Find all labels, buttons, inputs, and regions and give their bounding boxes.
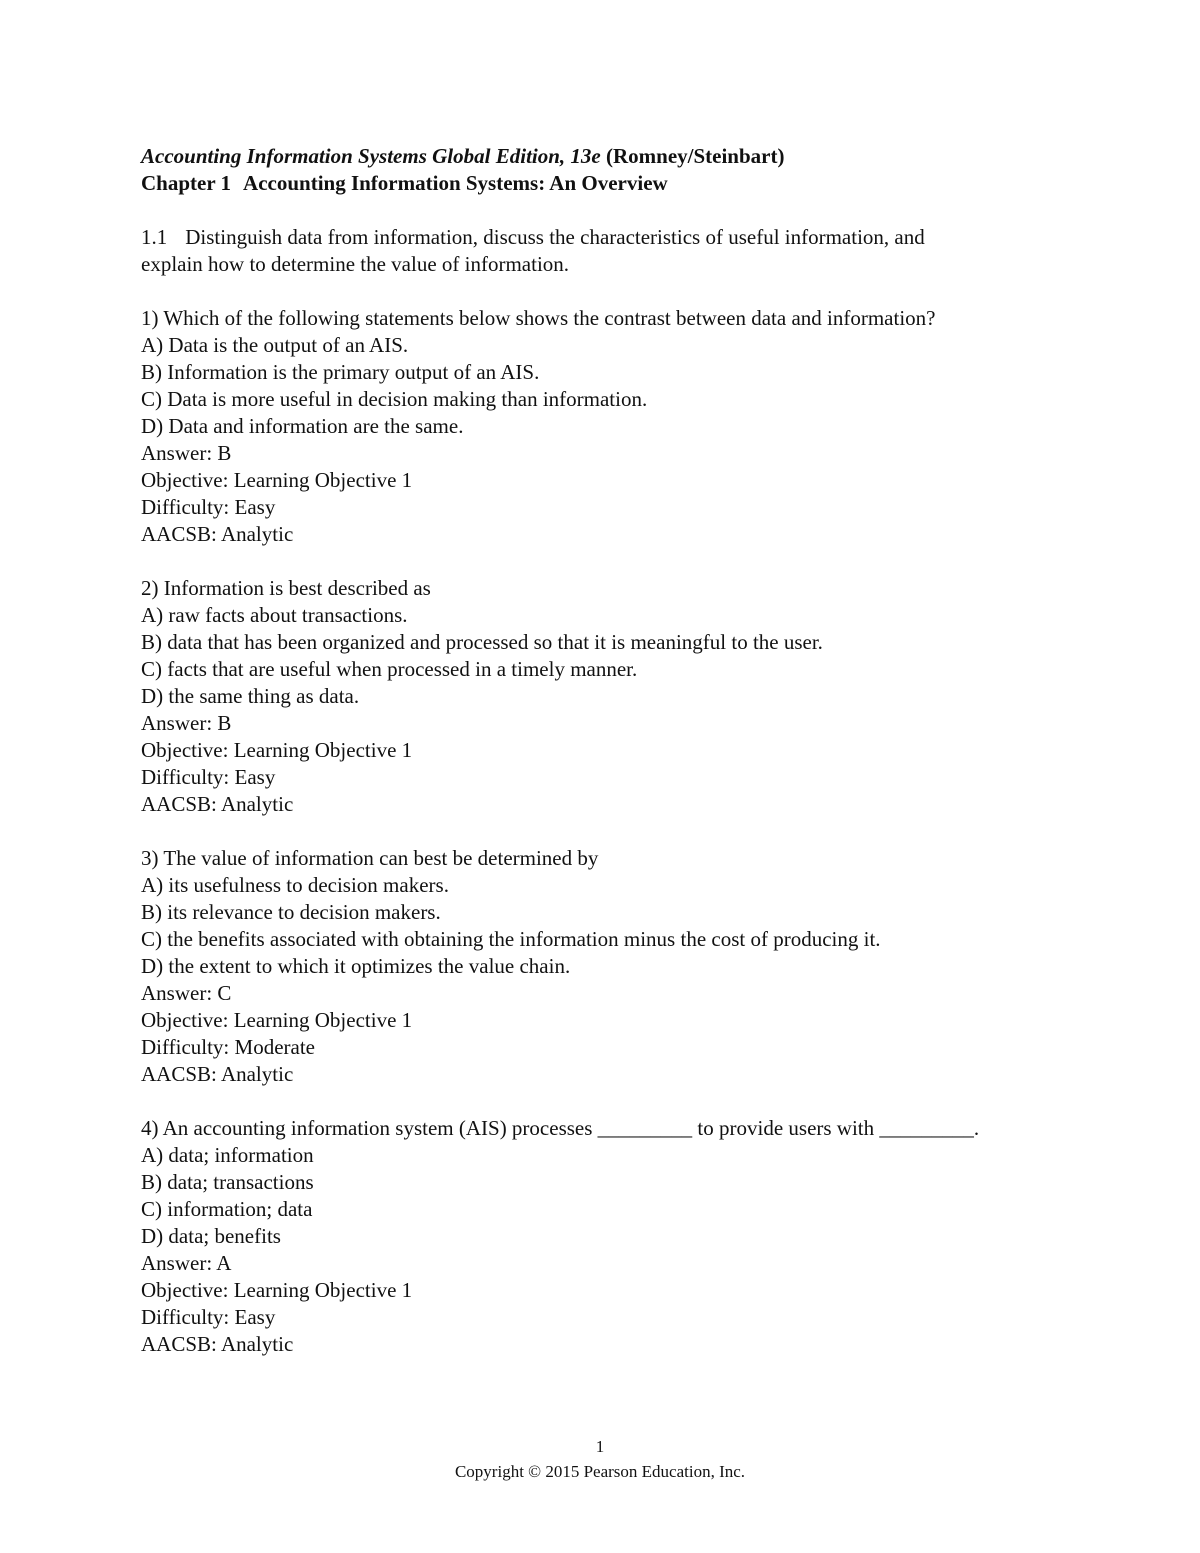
difficulty: Difficulty: Easy	[141, 495, 276, 519]
option-c: C) the benefits associated with obtaining the information minus the cost of producing it.	[141, 927, 881, 951]
question-stem: 3) The value of information can best be determined by	[141, 846, 599, 870]
difficulty: Difficulty: Moderate	[141, 1035, 315, 1059]
option-c: C) facts that are useful when processed in a timely manner.	[141, 657, 638, 681]
question-2	[141, 575, 1101, 818]
difficulty: Difficulty: Easy	[141, 1305, 276, 1329]
chapter-label: Chapter 1	[141, 171, 232, 195]
section-heading-line-1	[141, 224, 1101, 251]
option-d: D) data; benefits	[141, 1224, 281, 1248]
copyright-notice: Copyright © 2015 Pearson Education, Inc.	[454, 1462, 746, 1481]
book-authors: (Romney/Steinbart)	[605, 144, 785, 168]
spacer	[141, 197, 1101, 224]
objective: Objective: Learning Objective 1	[141, 1278, 413, 1302]
section-number: 1.1	[141, 225, 168, 249]
chapter-title: Accounting Information Systems: An Overview	[243, 171, 668, 195]
chapter-heading	[141, 170, 1101, 197]
option-d: D) Data and information are the same.	[141, 414, 464, 438]
aacsb: AACSB: Analytic	[141, 1062, 294, 1086]
section-text-line-1: Distinguish data from information, discuss the characteristics of useful information, and	[185, 225, 925, 249]
option-a: A) data; information	[141, 1143, 314, 1167]
option-a: A) its usefulness to decision makers.	[141, 873, 449, 897]
option-a: A) Data is the output of an AIS.	[141, 333, 409, 357]
answer: Answer: A	[141, 1251, 232, 1275]
aacsb: AACSB: Analytic	[141, 522, 294, 546]
option-b: B) data that has been organized and processed so that it is meaningful to the user.	[141, 630, 823, 654]
objective: Objective: Learning Objective 1	[141, 738, 413, 762]
question-stem: 2) Information is best described as	[141, 576, 431, 600]
aacsb: AACSB: Analytic	[141, 792, 294, 816]
spacer	[141, 548, 1101, 575]
question-4	[141, 1115, 1101, 1358]
spacer	[141, 278, 1101, 305]
option-c: C) information; data	[141, 1197, 313, 1221]
option-b: B) Information is the primary output of an AIS.	[141, 360, 540, 384]
option-d: D) the same thing as data.	[141, 684, 360, 708]
aacsb: AACSB: Analytic	[141, 1332, 294, 1356]
question-1	[141, 305, 1101, 548]
objective: Objective: Learning Objective 1	[141, 1008, 413, 1032]
difficulty: Difficulty: Easy	[141, 765, 276, 789]
section-heading-line-2	[141, 251, 1101, 278]
option-b: B) its relevance to decision makers.	[141, 900, 441, 924]
option-c: C) Data is more useful in decision making than information.	[141, 387, 648, 411]
spacer	[141, 818, 1101, 845]
objective: Objective: Learning Objective 1	[141, 468, 413, 492]
answer: Answer: C	[141, 981, 232, 1005]
question-stem: 4) An accounting information system (AIS) processes _________ to provide users with _________.	[141, 1116, 980, 1140]
page-number: 1	[595, 1437, 605, 1456]
section-text-line-2: explain how to determine the value of information.	[141, 252, 570, 276]
book-title-line	[141, 143, 1101, 170]
option-d: D) the extent to which it optimizes the value chain.	[141, 954, 571, 978]
option-b: B) data; transactions	[141, 1170, 314, 1194]
spacer	[141, 1088, 1101, 1115]
option-a: A) raw facts about transactions.	[141, 603, 408, 627]
answer: Answer: B	[141, 711, 232, 735]
book-title: Accounting Information Systems Global Edition, 13e	[141, 144, 601, 168]
page-content	[141, 143, 1101, 1358]
question-3	[141, 845, 1101, 1088]
question-stem: 1) Which of the following statements below shows the contrast between data and information?	[141, 306, 936, 330]
answer: Answer: B	[141, 441, 232, 465]
